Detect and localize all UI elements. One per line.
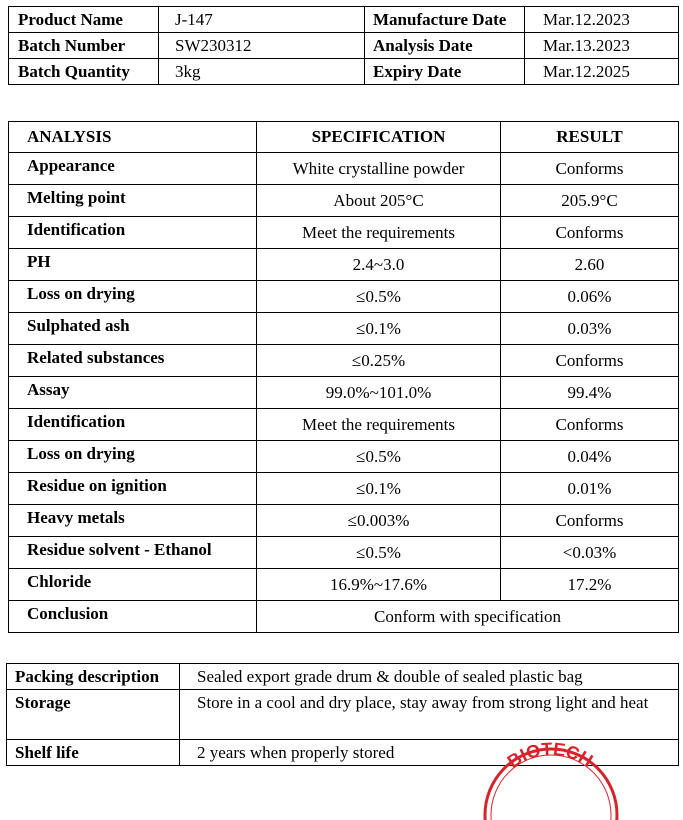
test-name: Chloride — [9, 569, 257, 601]
test-specification: ≤0.5% — [257, 537, 501, 569]
analysis-body — [9, 153, 679, 601]
analysis-row — [9, 249, 679, 281]
test-specification: ≤0.5% — [257, 441, 501, 473]
packing-label: Packing description — [7, 664, 180, 690]
conclusion-row — [9, 601, 679, 633]
conclusion-value: Conform with specification — [257, 601, 679, 633]
analysis-header-row — [9, 122, 679, 153]
test-result: 0.01% — [501, 473, 679, 505]
analysis-row — [9, 313, 679, 345]
test-specification: ≤0.5% — [257, 281, 501, 313]
test-result: 205.9°C — [501, 185, 679, 217]
stamp-arc-text: BIOTECH — [503, 740, 597, 772]
packing-label: Storage — [7, 690, 180, 740]
analysis-row — [9, 409, 679, 441]
test-name: Appearance — [9, 153, 257, 185]
product-info-row — [9, 7, 679, 33]
test-result: <0.03% — [501, 537, 679, 569]
product-info-table — [8, 6, 679, 85]
info-value: J-147 — [159, 7, 365, 33]
test-name: Sulphated ash — [9, 313, 257, 345]
packing-row — [7, 664, 679, 690]
test-specification: ≤0.1% — [257, 313, 501, 345]
test-result: 99.4% — [501, 377, 679, 409]
result-column-header: RESULT — [501, 122, 679, 153]
test-specification: About 205°C — [257, 185, 501, 217]
packing-value: Store in a cool and dry place, stay away from strong light and heat — [180, 690, 679, 740]
test-specification: ≤0.003% — [257, 505, 501, 537]
test-name: Loss on drying — [9, 441, 257, 473]
test-result: Conforms — [501, 153, 679, 185]
analysis-row — [9, 377, 679, 409]
test-specification: Meet the requirements — [257, 409, 501, 441]
info-label: Batch Quantity — [9, 59, 159, 85]
test-result: Conforms — [501, 217, 679, 249]
info-label: Batch Number — [9, 33, 159, 59]
packing-value: Sealed export grade drum & double of sealed plastic bag — [180, 664, 679, 690]
info-value: SW230312 — [159, 33, 365, 59]
test-result: 2.60 — [501, 249, 679, 281]
test-result: 0.03% — [501, 313, 679, 345]
test-specification: Meet the requirements — [257, 217, 501, 249]
product-info-body — [9, 7, 679, 85]
analysis-row — [9, 345, 679, 377]
analysis-row — [9, 185, 679, 217]
analysis-row — [9, 153, 679, 185]
test-result: 17.2% — [501, 569, 679, 601]
analysis-row — [9, 281, 679, 313]
analysis-table — [8, 121, 679, 633]
packing-value: 2 years when properly stored — [180, 740, 679, 766]
analysis-row — [9, 537, 679, 569]
test-result: Conforms — [501, 409, 679, 441]
stamp-text — [504, 740, 597, 772]
analysis-row — [9, 569, 679, 601]
analysis-column-header: ANALYSIS — [9, 122, 257, 153]
test-name: Residue solvent - Ethanol — [9, 537, 257, 569]
specification-column-header: SPECIFICATION — [257, 122, 501, 153]
test-name: Assay — [9, 377, 257, 409]
info-label: Expiry Date — [365, 59, 525, 85]
test-name: Identification — [9, 217, 257, 249]
info-label: Product Name — [9, 7, 159, 33]
test-name: Melting point — [9, 185, 257, 217]
test-name: PH — [9, 249, 257, 281]
test-name: Residue on ignition — [9, 473, 257, 505]
stamp-outer-ring — [485, 749, 617, 820]
info-value: Mar.13.2023 — [525, 33, 679, 59]
test-specification: 16.9%~17.6% — [257, 569, 501, 601]
test-result: Conforms — [501, 345, 679, 377]
product-info-row — [9, 59, 679, 85]
test-result: 0.04% — [501, 441, 679, 473]
info-value: Mar.12.2025 — [525, 59, 679, 85]
test-name: Identification — [9, 409, 257, 441]
test-specification: ≤0.1% — [257, 473, 501, 505]
test-specification: 2.4~3.0 — [257, 249, 501, 281]
test-name: Loss on drying — [9, 281, 257, 313]
test-specification: White crystalline powder — [257, 153, 501, 185]
conclusion-label: Conclusion — [9, 601, 257, 633]
info-value: 3kg — [159, 59, 365, 85]
info-label: Analysis Date — [365, 33, 525, 59]
analysis-row — [9, 217, 679, 249]
analysis-row — [9, 505, 679, 537]
test-name: Related substances — [9, 345, 257, 377]
analysis-row — [9, 473, 679, 505]
info-label: Manufacture Date — [365, 7, 525, 33]
packing-label: Shelf life — [7, 740, 180, 766]
product-info-row — [9, 33, 679, 59]
test-result: 0.06% — [501, 281, 679, 313]
info-value: Mar.12.2023 — [525, 7, 679, 33]
company-seal-stamp — [476, 740, 626, 820]
test-specification: ≤0.25% — [257, 345, 501, 377]
test-name: Heavy metals — [9, 505, 257, 537]
test-specification: 99.0%~101.0% — [257, 377, 501, 409]
packing-row — [7, 690, 679, 740]
analysis-row — [9, 441, 679, 473]
test-result: Conforms — [501, 505, 679, 537]
